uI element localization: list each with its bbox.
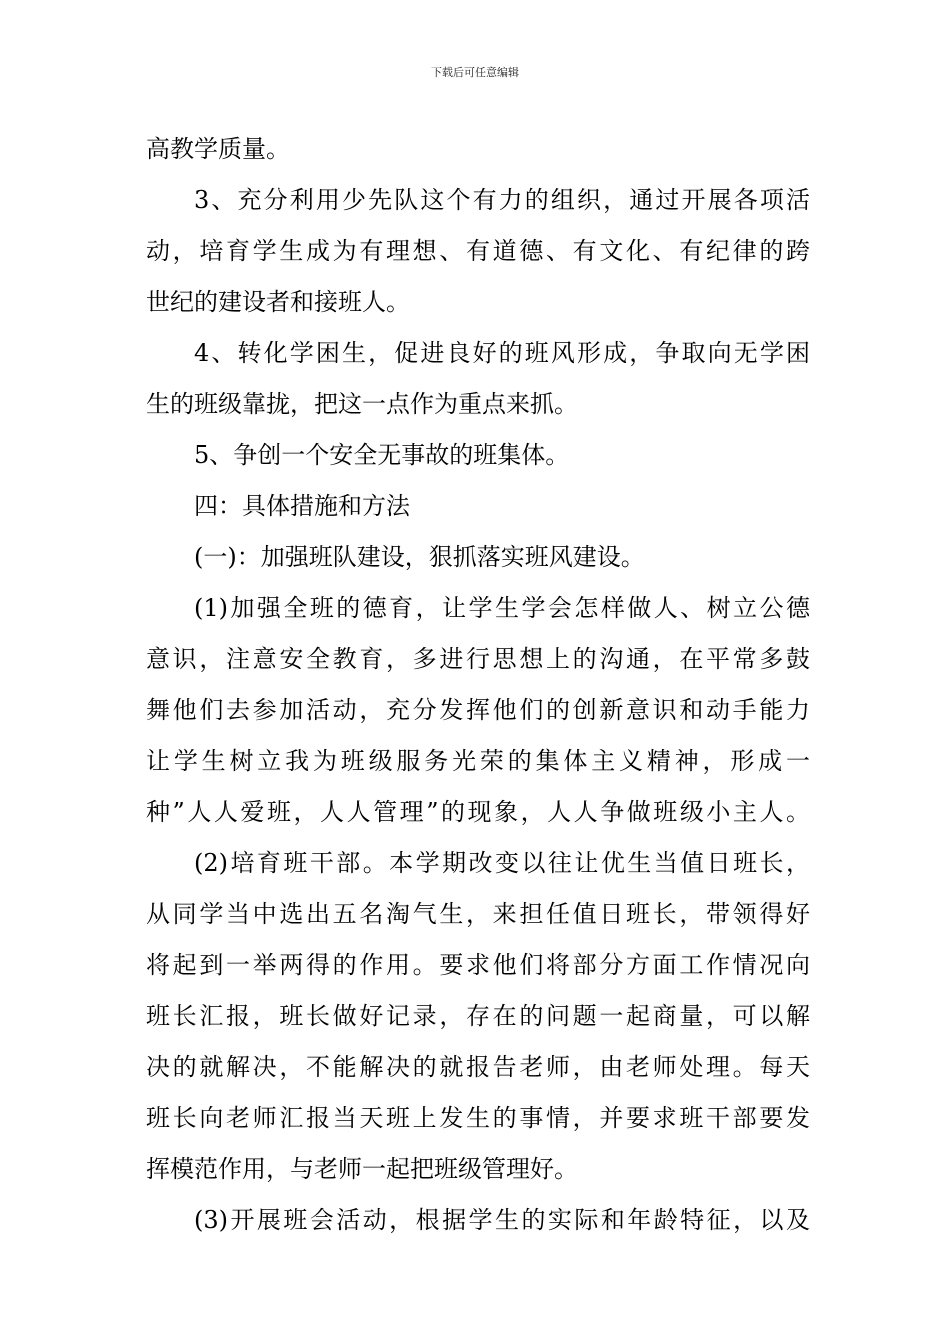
page-header: 下载后可任意编辑 <box>431 66 519 79</box>
text-line: 5、争创一个安全无事故的班集体。 <box>194 441 570 469</box>
text-line: 高教学质量。 <box>146 135 290 163</box>
text-line: 世纪的建设者和接班人。 <box>146 288 410 316</box>
text-line: 班长汇报，班长做好记录，存在的问题一起商量，可以解 <box>146 1002 810 1030</box>
text-line: (2)培育班干部。本学期改变以往让优生当值日班长， <box>194 849 810 877</box>
text-line: 生的班级靠拢，把这一点作为重点来抓。 <box>146 390 578 418</box>
text-line: 将起到一举两得的作用。要求他们将部分方面工作情况向 <box>146 951 810 979</box>
text-line: 从同学当中选出五名淘气生，来担任值日班长，带领得好 <box>146 900 810 928</box>
document-body <box>146 124 810 1246</box>
text-line: 动，培育学生成为有理想、有道德、有文化、有纪律的跨 <box>146 237 810 265</box>
text-line: (3)开展班会活动，根据学生的实际和年龄特征，以及 <box>194 1206 810 1234</box>
text-line: (1)加强全班的德育，让学生学会怎样做人、树立公德 <box>194 594 810 622</box>
text-line: 挥模范作用，与老师一起把班级管理好。 <box>146 1155 578 1183</box>
text-line: (一)：加强班队建设，狠抓落实班风建设。 <box>194 543 645 571</box>
text-line: 种”人人爱班，人人管理”的现象，人人争做班级小主人。 <box>146 798 810 826</box>
text-line: 决的就解决，不能解决的就报告老师，由老师处理。每天 <box>146 1053 810 1081</box>
text-line: 四：具体措施和方法 <box>194 492 410 520</box>
text-line: 舞他们去参加活动，充分发挥他们的创新意识和动手能力 <box>146 696 810 724</box>
text-line: 班长向老师汇报当天班上发生的事情，并要求班干部要发 <box>146 1104 810 1132</box>
text-line: 让学生树立我为班级服务光荣的集体主义精神，形成一 <box>146 747 810 775</box>
text-line: 意识，注意安全教育，多进行思想上的沟通，在平常多鼓 <box>146 645 810 673</box>
text-line: 3、充分利用少先队这个有力的组织，通过开展各项活 <box>194 186 810 214</box>
text-line: 4、转化学困生，促进良好的班风形成，争取向无学困 <box>194 339 810 367</box>
